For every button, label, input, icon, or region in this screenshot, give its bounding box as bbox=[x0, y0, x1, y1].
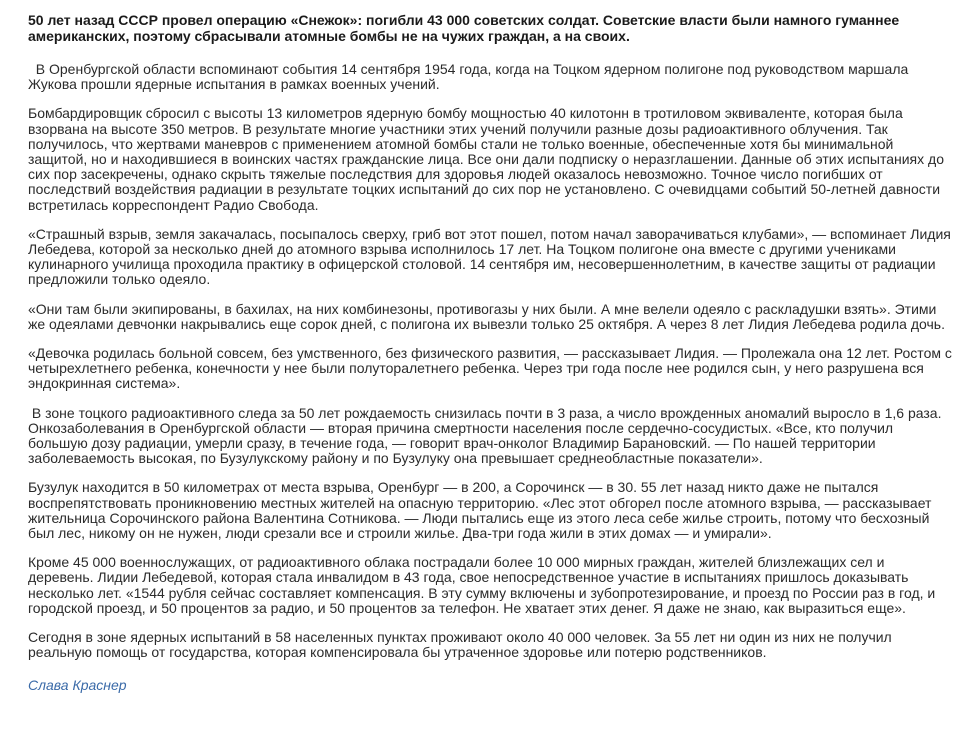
author-link[interactable]: Слава Краснер bbox=[28, 676, 127, 693]
paragraph-3: «Страшный взрыв, земля закачалась, посыпалось сверху, гриб вот этот пошел, потом начал заворачиваться клубами», — вспоминает Лидия Лебедева, которой за несколько дней до атомного взрыва исполнилось 17 лет. На Тоцком полигоне она вместе с другими учениками кулинарного училища проходила практику в офицерской столовой. 14 сентября им, несовершеннолетним, в качестве защиты от радиации предложили только одеяло. bbox=[28, 225, 951, 288]
paragraph-9: Сегодня в зоне ядерных испытаний в 58 населенных пунктах проживают около 40 000 человек. За 55 лет ни один из них не получил реальную помощь от государства, которая компенсировала бы утраченное здоровье или потерю родственников. bbox=[28, 629, 892, 661]
paragraph-7: Бузулук находится в 50 километрах от места взрыва, Оренбург — в 200, а Сорочинск — в 30. 55 лет назад никто даже не пытался воспрепятствовать проникновению местных жителей на опасную территорию. «Лес этот обгорел после атомного взрыва, — рассказывает жительница Сорочинского района Валентина Сотникова. — Люди пытались еще из этого леса себе жилье строить, потому что бесхозный был лес, никому он не нужен, люди срезали все и строили жилье. Два-три года жили в этих домах — и умирали». bbox=[28, 479, 932, 542]
paragraph-5: «Девочка родилась больной совсем, без умственного, без физического развития, — рассказывает Лидия. — Пролежала она 12 лет. Ростом с четырехлетнего ребенка, конечности у нее были полуторалетнего ребенка. Через три года после нее родился сын, у него разрушена вся эндокринная система». bbox=[28, 345, 952, 392]
paragraph-1: В Оренбургской области вспоминают события 14 сентября 1954 года, когда на Тоцком ядерном полигоне под руководством маршала Жукова прошли ядерные испытания в рамках военных учений. bbox=[28, 61, 909, 93]
paragraph-4: «Они там были экипированы, в бахилах, на них комбинезоны, противогазы у них были. А мне велели одеяло с раскладушки взять». Этими же одеялами девчонки накрывались еще сорок дней, с полигона их вывезли только 25 октября. А через 8 лет Лидия Лебедева родила дочь. bbox=[28, 300, 945, 332]
article-title: 50 лет назад СССР провел операцию «Снежок»: погибли 43 000 советских солдат. Советские власти были намного гуманнее американских, поэтому сбрасывали атомные бомбы не на чужих граждан, а на своих. bbox=[28, 12, 900, 44]
paragraph-8: Кроме 45 000 военнослужащих, от радиоактивного облака пострадали более 10 000 мирных граждан, жителей близлежащих сел и деревень. Лидии Лебедевой, которая стала инвалидом в 43 года, свое непосредственное участие в испытаниях пришлось доказывать несколько лет. «1544 рубля сейчас составляет компенсация. В эту сумму включены и зубопротезирование, и проезд по России раз в год, и городской проезд, и 50 процентов за радио, и 50 процентов за телефон. Не хватает этих денег. Я даже не знаю, как выразиться еще». bbox=[28, 554, 936, 616]
paragraph-6: В зоне тоцкого радиоактивного следа за 50 лет рождаемость снизилась почти в 3 раза, а число врожденных аномалий выросло в 1,6 раза. Онкозаболевания в Оренбургской области — вторая причина смертности населения после сердечно-сосудистых. «Все, кто получил большую дозу радиации, умерли сразу, в течение года, — говорит врач-онколог Владимир Барановский. — По нашей территории заболеваемость высокая, по Бузулукскому району и по Бузулуку она превышает среднеобластные показатели». bbox=[28, 404, 942, 467]
article bbox=[28, 12, 953, 695]
paragraph-2: Бомбардировщик сбросил с высоты 13 километров ядерную бомбу мощностью 40 килотонн в тротиловом эквиваленте, которая была взорвана на высоте 350 метров. В результате многие участники этих учений получили разные дозы радиоактивного облучения. Так получилось, что жертвами маневров с применением атомной бомбы стали не только военные, обеспеченные хотя бы минимальной защитой, но и находившиеся в воинских частях гражданские лица. Все они дали подписку о неразглашении. Данные об этих испытаниях до сих пор засекречены, однако скрыть тяжелые последствия для здоровья людей оказалось невозможно. Точное число погибших от последствий воздействия радиации в результате тоцких испытаний до сих пор не установлено. С очевидцами событий 50-летней давности встретилась корреспондент Радио Свобода. bbox=[28, 105, 944, 213]
